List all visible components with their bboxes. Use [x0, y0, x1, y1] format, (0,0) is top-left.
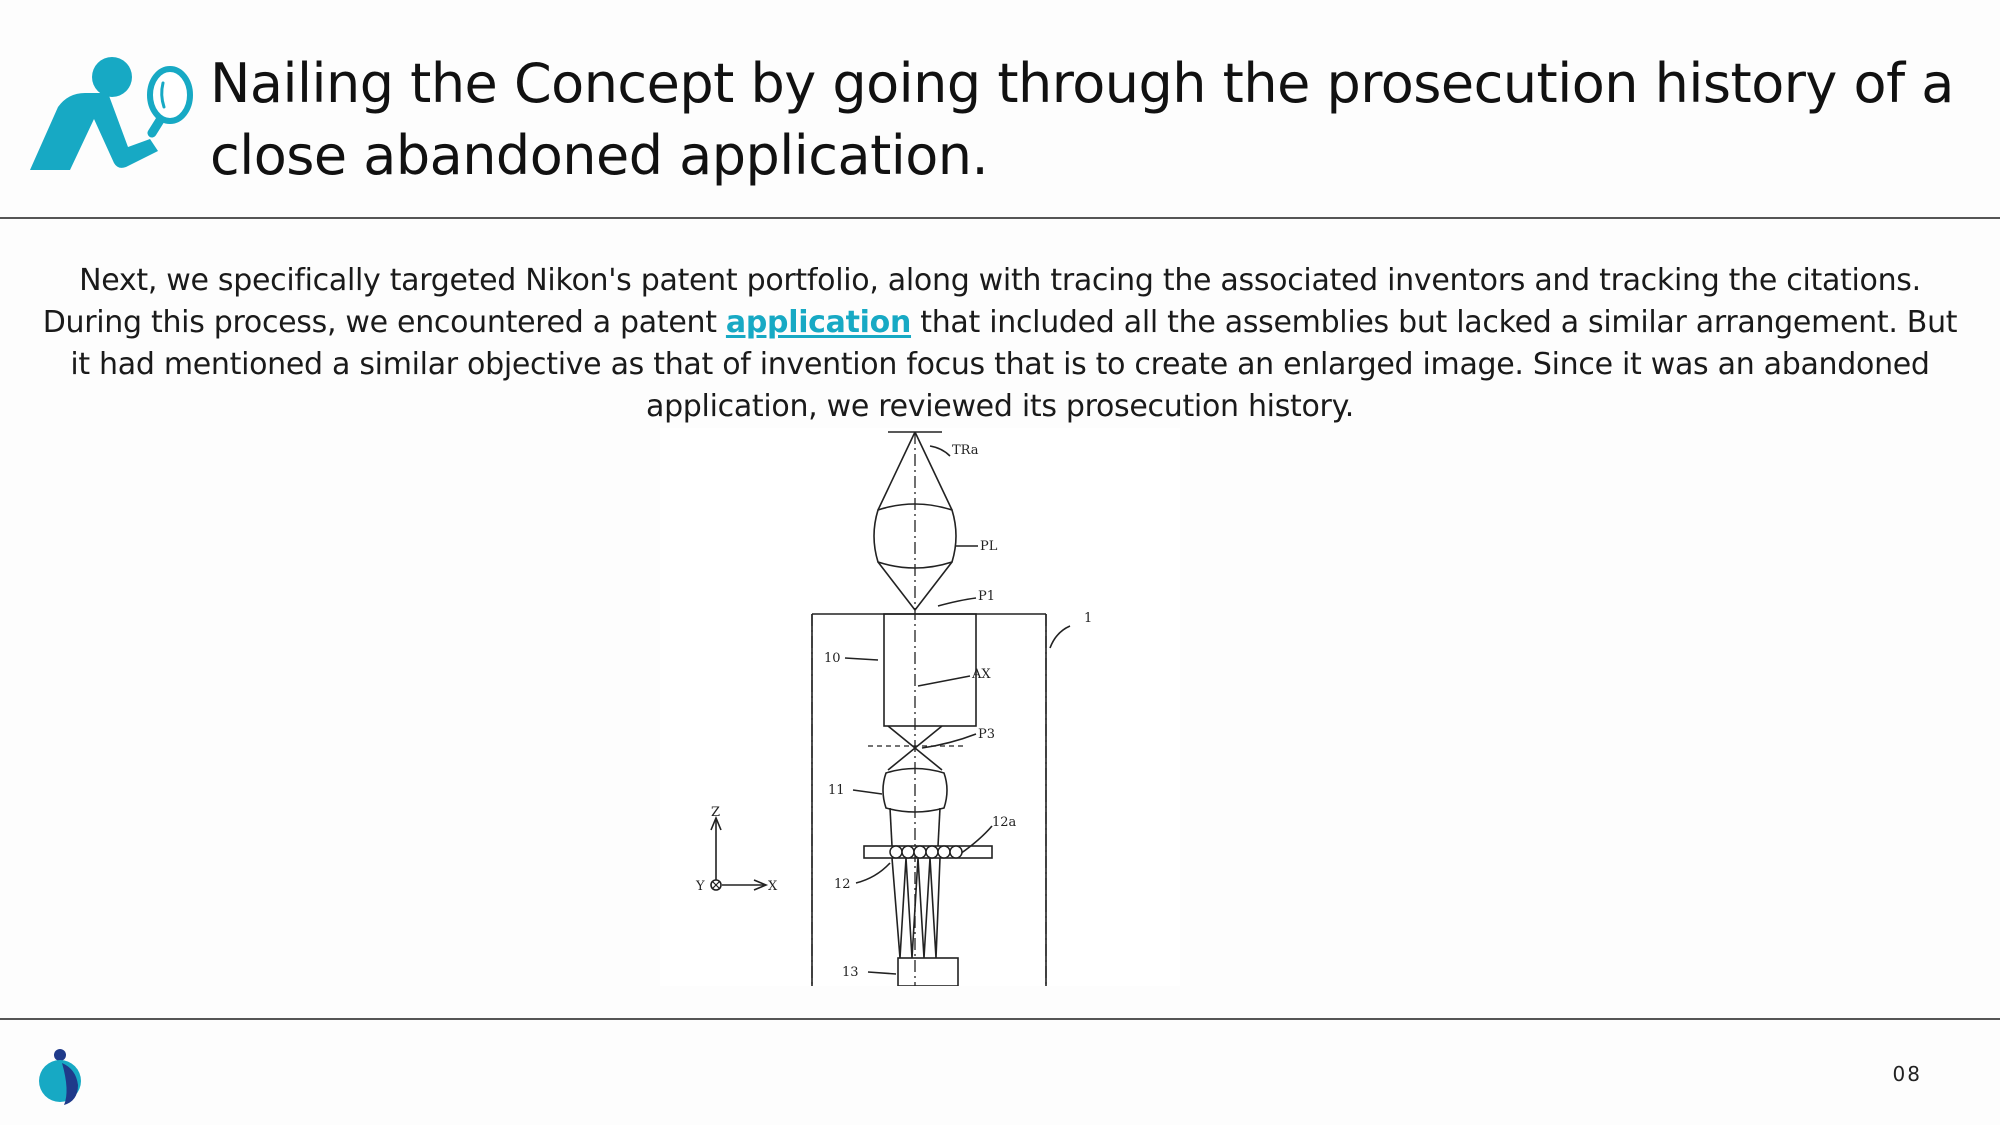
body-paragraph: [30, 260, 1970, 428]
person-magnifier-icon: [30, 55, 195, 175]
page-number: 08: [1892, 1062, 1922, 1086]
label-ref12a: 12a: [992, 815, 1017, 830]
application-link[interactable]: application: [725, 305, 912, 340]
body-text-before-link: Next, we specifically targeted Nikon's patent portfolio, along with tracing the associated inventors and tracking the citations. During this process, we encountered a patent: [42, 263, 1921, 340]
label-ref1: 1: [1084, 611, 1093, 626]
label-ref11: 11: [828, 783, 845, 798]
label-ref13: 13: [842, 965, 859, 980]
label-p3: P3: [978, 727, 996, 742]
label-ref12: 12: [834, 877, 851, 892]
label-p1: P1: [978, 589, 996, 604]
label-tra: TRa: [952, 443, 979, 458]
body-text-after-link: that included all the assemblies but lacked a similar arrangement. But it had mentioned a similar objective as that of invention focus that is to create an enlarged image. Since it was an abandoned application, we reviewed its prosecution history.: [70, 305, 1958, 424]
page-title: Nailing the Concept by going through the prosecution history of a close abandoned application.: [210, 52, 1954, 187]
header-divider: [0, 217, 2000, 219]
patent-figure: [660, 428, 1180, 986]
label-pl: PL: [980, 539, 998, 554]
company-logo-icon: [38, 1045, 88, 1107]
label-x-axis: X: [768, 879, 778, 894]
label-z-axis: Z: [711, 805, 721, 820]
footer-divider: [0, 1018, 2000, 1020]
label-ax: AX: [972, 667, 991, 682]
patent-drawing: [660, 428, 1180, 986]
label-ref10: 10: [824, 651, 841, 666]
label-y-axis: Y: [696, 879, 705, 894]
